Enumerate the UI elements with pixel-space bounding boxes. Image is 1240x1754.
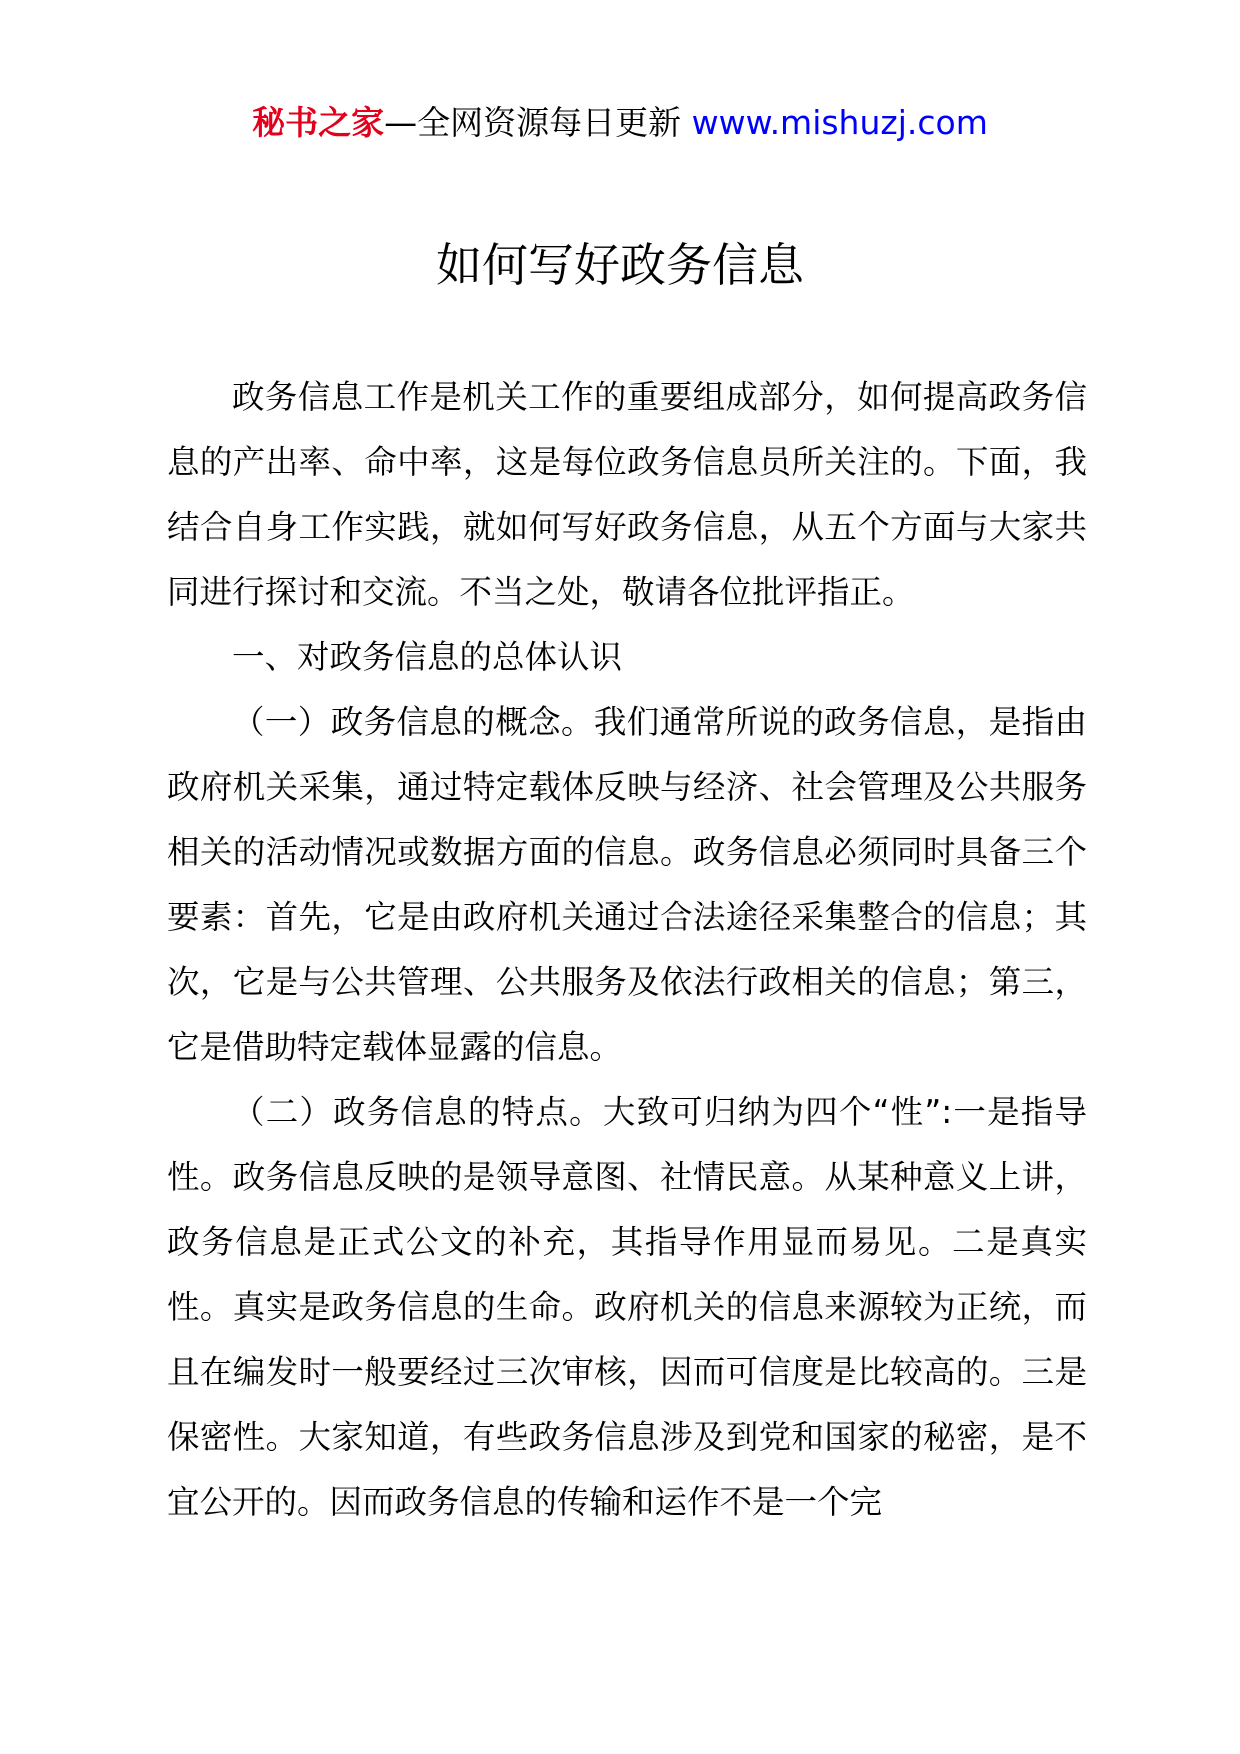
site-url[interactable]: www.mishuzj.com [691,103,988,142]
site-header [0,98,1240,148]
site-brand: 秘书之家 [252,103,385,142]
document-title: 如何写好政务信息 [436,238,804,292]
site-tagline: —全网资源每日更新 [384,103,682,142]
paragraph-intro: 政务信息工作是机关工作的重要组成部分，如何提高政务信息的产出率、命中率，这是每位政务信息员所关注的。下面，我结合自身工作实践，就如何写好政务信息，从五个方面与大家共同进行探讨和交流。不当之处，敬请各位批评指正。 [167,378,1087,611]
document-body [167,365,1087,1535]
paragraph-concept: （一）政务信息的概念。我们通常所说的政务信息，是指由政府机关采集，通过特定载体反映与经济、社会管理及公共服务相关的活动情况或数据方面的信息。政务信息必须同时具备三个要素：首先，它是由政府机关通过合法途径采集整合的信息；其次，它是与公共管理、公共服务及依法行政相关的信息；第三，它是借助特定载体显露的信息。 [167,703,1087,1066]
paragraph-features: （二）政务信息的特点。大致可归纳为四个“性”:一是指导性。政务信息反映的是领导意图、社情民意。从某种意义上讲，政务信息是正式公文的补充，其指导作用显而易见。二是真实性。真实是政务信息的生命。政府机关的信息来源较为正统，而且在编发时一般要经过三次审核，因而可信度是比较高的。三是保密性。大家知道，有些政务信息涉及到党和国家的秘密，是不宜公开的。因而政务信息的传输和运作不是一个完 [167,1093,1087,1521]
section-heading: 一、对政务信息的总体认识 [232,638,623,676]
